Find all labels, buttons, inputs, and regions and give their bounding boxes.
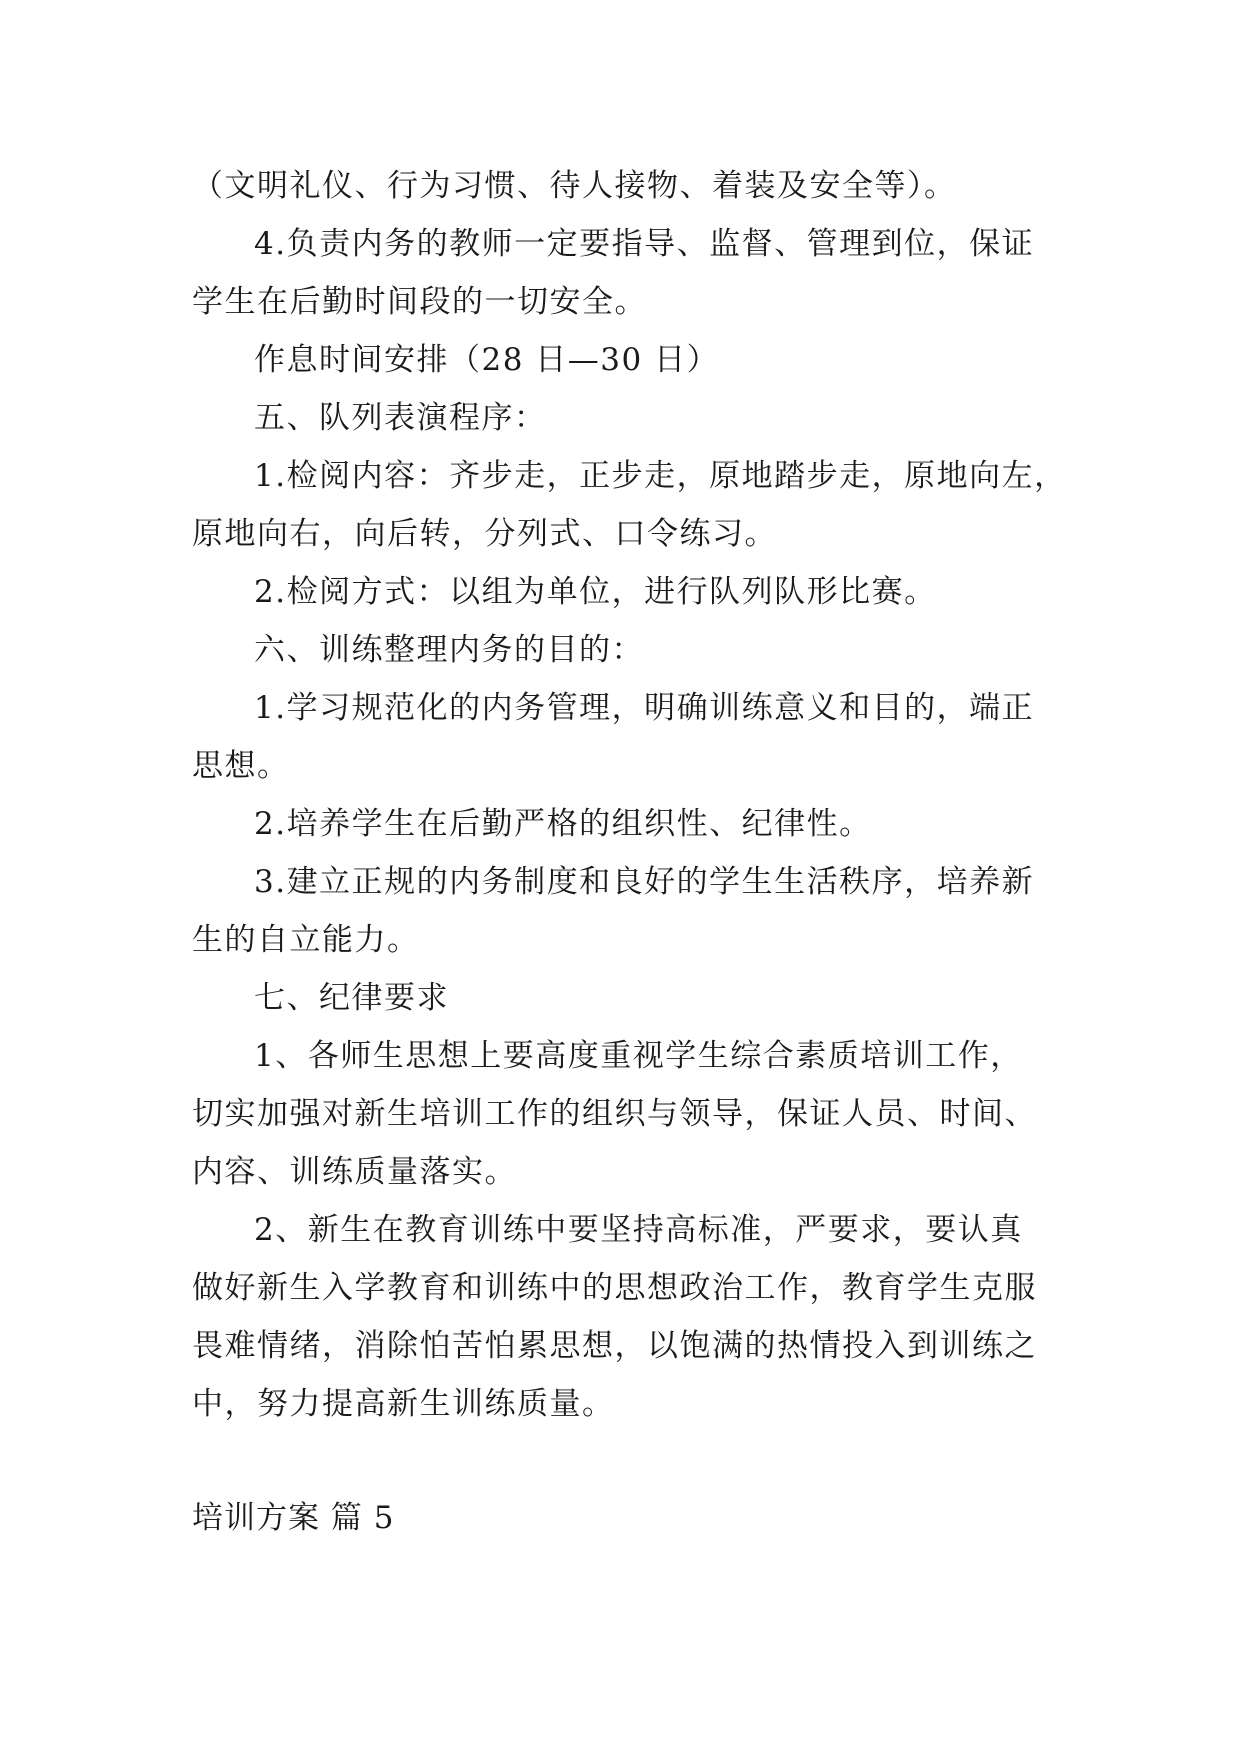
text-line: 3.建立正规的内务制度和良好的学生生活秩序，培养新 bbox=[254, 864, 1035, 900]
text-line: 思想。 bbox=[192, 748, 290, 784]
text-line: 切实加强对新生培训工作的组织与领导，保证人员、时间、 bbox=[192, 1096, 1037, 1132]
text-line: 1.检阅内容：齐步走，正步走，原地踏步走，原地向左， bbox=[254, 458, 1067, 494]
text-line: 2.检阅方式：以组为单位，进行队列队形比赛。 bbox=[254, 574, 937, 610]
text-line: （文明礼仪、行为习惯、待人接物、着装及安全等）。 bbox=[192, 168, 957, 204]
text-line: 作息时间安排（28 日—30 日） bbox=[254, 342, 720, 378]
section-heading: 培训方案 篇 5 bbox=[192, 1500, 395, 1536]
text-line: 学生在后勤时间段的一切安全。 bbox=[192, 284, 647, 320]
text-line: 中，努力提高新生训练质量。 bbox=[192, 1386, 615, 1422]
text-line: 1.学习规范化的内务管理，明确训练意义和目的，端正 bbox=[254, 690, 1035, 726]
text-line: 内容、训练质量落实。 bbox=[192, 1154, 517, 1190]
text-line: 2.培养学生在后勤严格的组织性、纪律性。 bbox=[254, 806, 872, 842]
text-line: 六、训练整理内务的目的： bbox=[254, 632, 644, 668]
text-line: 2、新生在教育训练中要坚持高标准，严要求，要认真 bbox=[254, 1212, 1023, 1248]
text-line: 做好新生入学教育和训练中的思想政治工作，教育学生克服 bbox=[192, 1270, 1037, 1306]
text-line: 七、纪律要求 bbox=[254, 980, 449, 1016]
text-line: 五、队列表演程序： bbox=[254, 400, 547, 436]
text-line: 4.负责内务的教师一定要指导、监督、管理到位，保证 bbox=[254, 226, 1035, 262]
text-line: 1、各师生思想上要高度重视学生综合素质培训工作， bbox=[254, 1038, 1023, 1074]
text-line: 畏难情绪，消除怕苦怕累思想，以饱满的热情投入到训练之 bbox=[192, 1328, 1037, 1364]
text-line: 原地向右，向后转，分列式、口令练习。 bbox=[192, 516, 777, 552]
text-line: 生的自立能力。 bbox=[192, 922, 420, 958]
